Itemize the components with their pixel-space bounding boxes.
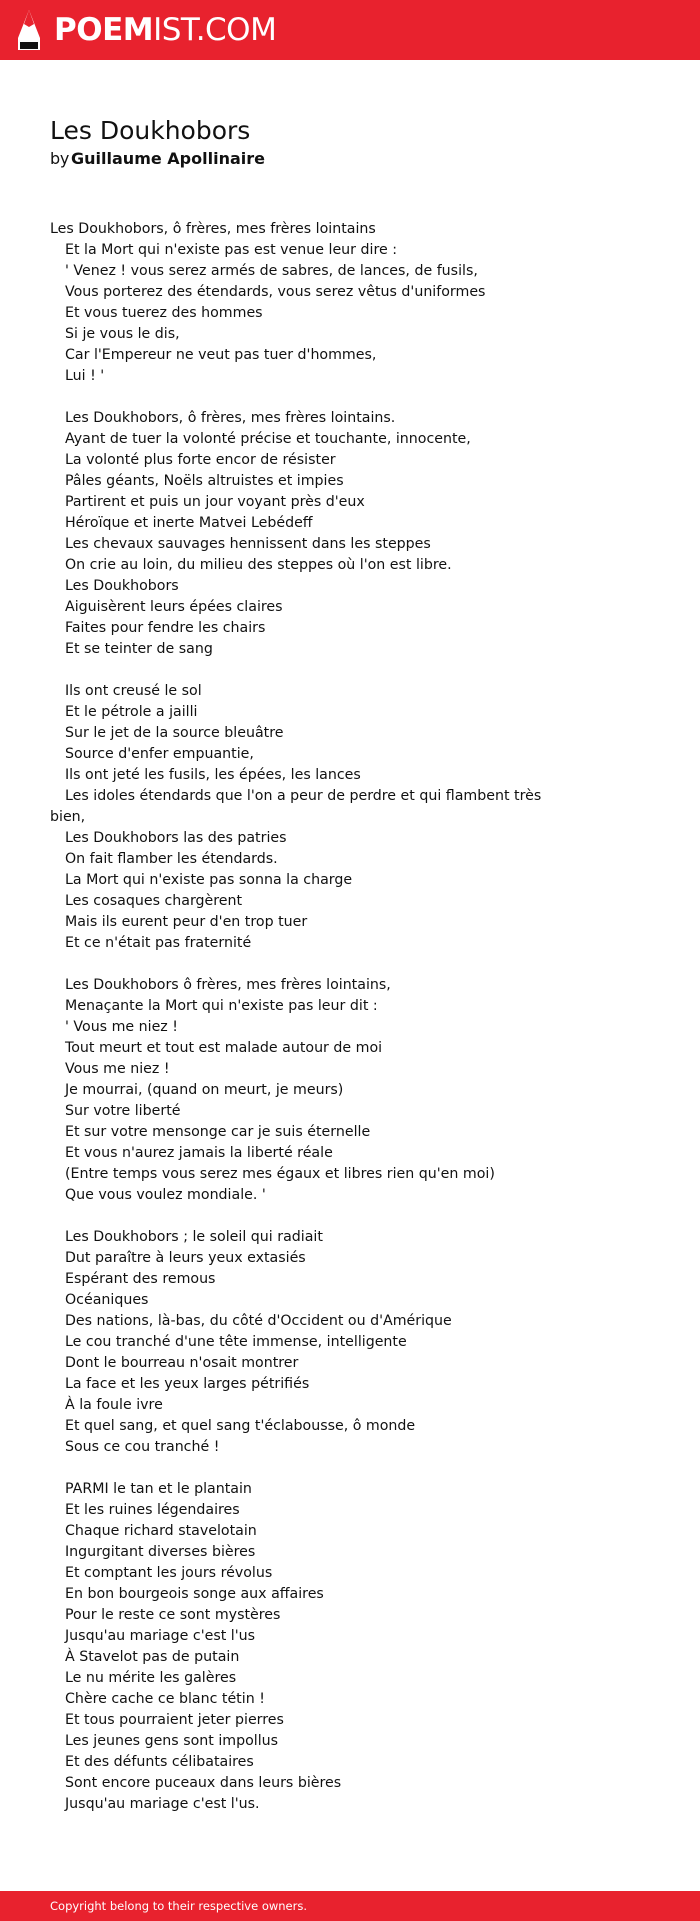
poem-line: Les Doukhobors, ô frères, mes frères lointains xyxy=(50,221,376,237)
poem-line: Les cosaques chargèrent xyxy=(65,893,243,909)
poem-line: Pâles géants, Noëls altruistes et impies xyxy=(65,473,344,489)
poem-line: Les chevaux sauvages hennissent dans les steppes xyxy=(65,536,431,552)
poem-byline xyxy=(50,148,265,170)
site-header xyxy=(0,0,700,60)
poem-line: Ayant de tuer la volonté précise et touchante, innocente, xyxy=(65,431,471,447)
poem-line: Et les ruines légendaires xyxy=(65,1502,240,1518)
poem-line: Et se teinter de sang xyxy=(65,641,213,657)
poem-line: La face et les yeux larges pétrifiés xyxy=(65,1376,310,1392)
poem-line: Les idoles étendards que l'on a peur de perdre et qui flambent très xyxy=(65,788,542,804)
poem-line: Jusqu'au mariage c'est l'us xyxy=(65,1628,256,1644)
poem-line: Aiguisèrent leurs épées claires xyxy=(65,599,283,615)
poem-line: Et vous n'aurez jamais la liberté réale xyxy=(65,1145,333,1161)
poem-line: Source d'enfer empuantie, xyxy=(65,746,254,762)
poem-line: (Entre temps vous serez mes égaux et libres rien qu'en moi) xyxy=(65,1166,495,1182)
stanza-break xyxy=(50,660,540,681)
poem-line: Le nu mérite les galères xyxy=(65,1670,237,1686)
poem-line: À la foule ivre xyxy=(65,1397,163,1413)
poem-line: À Stavelot pas de putain xyxy=(65,1649,240,1665)
poem-line: Et le pétrole a jailli xyxy=(65,704,198,720)
poem-line: Dut paraître à leurs yeux extasiés xyxy=(65,1250,306,1266)
logo-bold-text: POEM xyxy=(54,12,154,48)
poem-line: Si je vous le dis, xyxy=(65,326,180,342)
site-logo[interactable] xyxy=(16,8,276,52)
stanza-break xyxy=(50,954,540,975)
site-footer xyxy=(0,1891,700,1921)
poem-line: Car l'Empereur ne veut pas tuer d'hommes, xyxy=(65,347,377,363)
poem-line: Héroïque et inerte Matvei Lebédeff xyxy=(65,515,313,531)
poem-line: Sont encore puceaux dans leurs bières xyxy=(65,1775,342,1791)
poem-line: Et comptant les jours révolus xyxy=(65,1565,273,1581)
poem-title: Les Doukhobors xyxy=(50,116,251,145)
poem-line: Des nations, là-bas, du côté d'Occident ou d'Amérique xyxy=(65,1313,452,1329)
poem-line: Les Doukhobors ô frères, mes frères lointains, xyxy=(65,977,391,993)
poem-line: Les Doukhobors, ô frères, mes frères lointains. xyxy=(65,410,396,426)
poem-line: Et quel sang, et quel sang t'éclabousse, ô monde xyxy=(65,1418,416,1434)
poem-line: Je mourrai, (quand on meurt, je meurs) xyxy=(65,1082,344,1098)
poem-line: Sous ce cou tranché ! xyxy=(65,1439,220,1455)
poem-line: Vous me niez ! xyxy=(65,1061,170,1077)
poem-line: Chaque richard stavelotain xyxy=(65,1523,257,1539)
poem-line: Sur votre liberté xyxy=(65,1103,181,1119)
poem-line: Et vous tuerez des hommes xyxy=(65,305,263,321)
stanza-break xyxy=(50,1458,540,1479)
by-label: by xyxy=(50,149,70,168)
poem-line: PARMI le tan et le plantain xyxy=(65,1481,252,1497)
poem-line: Chère cache ce blanc tétin ! xyxy=(65,1691,265,1707)
poem-line: Les Doukhobors las des patries xyxy=(65,830,287,846)
poem-line: Et tous pourraient jeter pierres xyxy=(65,1712,284,1728)
author-name[interactable]: Guillaume Apollinaire xyxy=(71,149,265,168)
poem-line: Ingurgitant diverses bières xyxy=(65,1544,256,1560)
poem-line: On crie au loin, du milieu des steppes où l'on est libre. xyxy=(65,557,452,573)
poem-line: Les jeunes gens sont impollus xyxy=(65,1733,279,1749)
poem-line: Les Doukhobors xyxy=(65,578,179,594)
poem-line: ' Vous me niez ! xyxy=(65,1019,178,1035)
copyright-text: Copyright belong to their respective owners. xyxy=(50,1899,308,1913)
poem-body xyxy=(50,219,540,1815)
poem-line: Partirent et puis un jour voyant près d'eux xyxy=(65,494,365,510)
pen-nib-icon xyxy=(16,8,42,52)
poem-line: Que vous voulez mondiale. ' xyxy=(65,1187,266,1203)
poem-line: Ils ont jeté les fusils, les épées, les lances xyxy=(65,767,361,783)
poem-line: En bon bourgeois songe aux affaires xyxy=(65,1586,324,1602)
poem-line: Le cou tranché d'une tête immense, intelligente xyxy=(65,1334,407,1350)
poem-line: Dont le bourreau n'osait montrer xyxy=(65,1355,299,1371)
poem-line: Les Doukhobors ; le soleil qui radiait xyxy=(65,1229,323,1245)
poem-line: Jusqu'au mariage c'est l'us. xyxy=(65,1796,260,1812)
poem-line: Pour le reste ce sont mystères xyxy=(65,1607,281,1623)
poem-line: Et la Mort qui n'existe pas est venue leur dire : xyxy=(65,242,397,258)
poem-line: Lui ! ' xyxy=(65,368,105,384)
poem-line: Sur le jet de la source bleuâtre xyxy=(65,725,284,741)
poem-line: La volonté plus forte encor de résister xyxy=(65,452,336,468)
poem-line: Et sur votre mensonge car je suis éternelle xyxy=(65,1124,371,1140)
poem-line: Mais ils eurent peur d'en trop tuer xyxy=(65,914,308,930)
poem-line: ' Venez ! vous serez armés de sabres, de lances, de fusils, xyxy=(65,263,478,279)
poem-line: Menaçante la Mort qui n'existe pas leur dit : xyxy=(65,998,378,1014)
poem-line: Faites pour fendre les chairs xyxy=(65,620,266,636)
poem-line: Vous porterez des étendards, vous serez vêtus d'uniformes xyxy=(65,284,486,300)
logo-light-text: IST.COM xyxy=(153,12,277,48)
poem-line: La Mort qui n'existe pas sonna la charge xyxy=(65,872,353,888)
stanza-break xyxy=(50,387,540,408)
stanza-break xyxy=(50,1206,540,1227)
site-logo-text xyxy=(54,8,276,52)
poem-line: On fait flamber les étendards. xyxy=(65,851,278,867)
poem-line: Et ce n'était pas fraternité xyxy=(65,935,252,951)
poem-line: Océaniques xyxy=(65,1292,149,1308)
poem-line: Ils ont creusé le sol xyxy=(65,683,202,699)
poem-line: Et des défunts célibataires xyxy=(65,1754,254,1770)
poem-line: Espérant des remous xyxy=(65,1271,216,1287)
poem-line: Tout meurt et tout est malade autour de moi xyxy=(65,1040,383,1056)
poem-line: bien, xyxy=(50,809,86,825)
